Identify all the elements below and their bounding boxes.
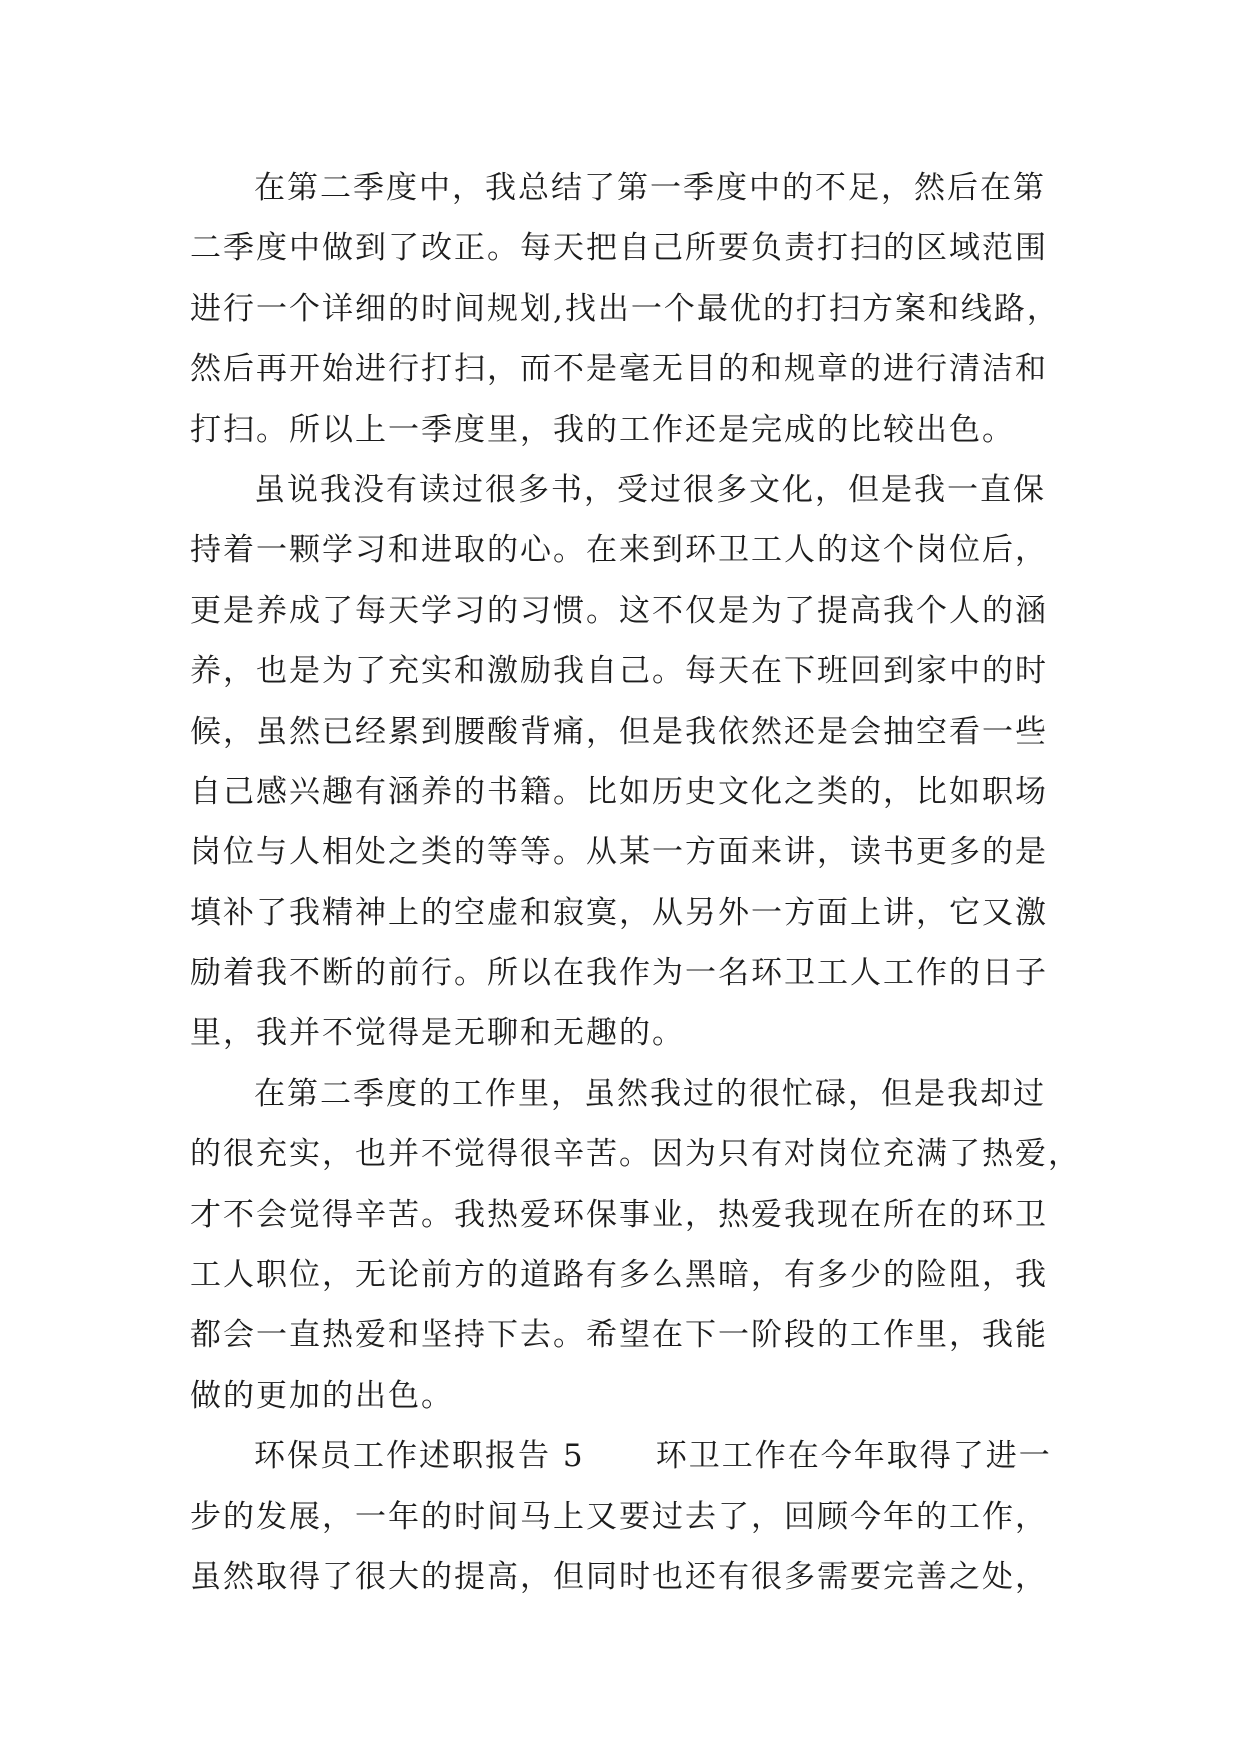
- text-line: 岗位与人相处之类的等等。从某一方面来讲，读书更多的是: [190, 834, 1048, 871]
- text-line: 进行一个详细的时间规划,找出一个最优的打扫方案和线路，: [190, 290, 1060, 327]
- paragraph: [190, 158, 1090, 460]
- text-line: 然后再开始进行打扫，而不是毫无目的和规章的进行清洁和: [190, 351, 1048, 388]
- paragraph: [190, 1426, 1090, 1607]
- text-line: 养，也是为了充实和激励我自己。每天在下班回到家中的时: [190, 653, 1048, 690]
- text-line: 的很充实，也并不觉得很辛苦。因为只有对岗位充满了热爱，: [190, 1136, 1081, 1173]
- text-line: 励着我不断的前行。所以在我作为一名环卫工人工作的日子: [190, 955, 1048, 992]
- text-line: 都会一直热爱和坚持下去。希望在下一阶段的工作里，我能: [190, 1317, 1048, 1354]
- text-line: 才不会觉得辛苦。我热爱环保事业，热爱我现在所在的环卫: [190, 1196, 1048, 1233]
- text-line: 工人职位，无论前方的道路有多么黑暗，有多少的险阻，我: [190, 1257, 1048, 1294]
- text-line: 在第二季度的工作里，虽然我过的很忙碌，但是我却过: [254, 1075, 1046, 1112]
- text-line: 环保员工作述职报告 5 环卫工作在今年取得了进一: [254, 1438, 1052, 1475]
- text-line: 虽然取得了很大的提高，但同时也还有很多需要完善之处，: [190, 1558, 1048, 1595]
- text-line: 打扫。所以上一季度里，我的工作还是完成的比较出色。: [190, 411, 1015, 448]
- text-line: 在第二季度中，我总结了第一季度中的不足，然后在第: [254, 170, 1046, 206]
- text-line: 持着一颗学习和进取的心。在来到环卫工人的这个岗位后，: [190, 532, 1048, 569]
- paragraph: [190, 460, 1090, 1064]
- text-line: 更是养成了每天学习的习惯。这不仅是为了提高我个人的涵: [190, 592, 1048, 629]
- text-line: 自己感兴趣有涵养的书籍。比如历史文化之类的，比如职场: [190, 773, 1048, 810]
- text-line: 二季度中做到了改正。每天把自己所要负责打扫的区域范围: [190, 230, 1048, 267]
- document-body: [190, 158, 1090, 1607]
- paragraph: [190, 1064, 1090, 1426]
- text-line: 里，我并不觉得是无聊和无趣的。: [190, 1015, 685, 1052]
- text-line: 虽说我没有读过很多书，受过很多文化，但是我一直保: [254, 471, 1046, 508]
- text-line: 填补了我精神上的空虚和寂寞，从另外一方面上讲，它又激: [190, 894, 1048, 931]
- text-line: 做的更加的出色。: [190, 1377, 454, 1414]
- text-line: 候，虽然已经累到腰酸背痛，但是我依然还是会抽空看一些: [190, 713, 1048, 750]
- text-line: 步的发展，一年的时间马上又要过去了，回顾今年的工作，: [190, 1498, 1048, 1535]
